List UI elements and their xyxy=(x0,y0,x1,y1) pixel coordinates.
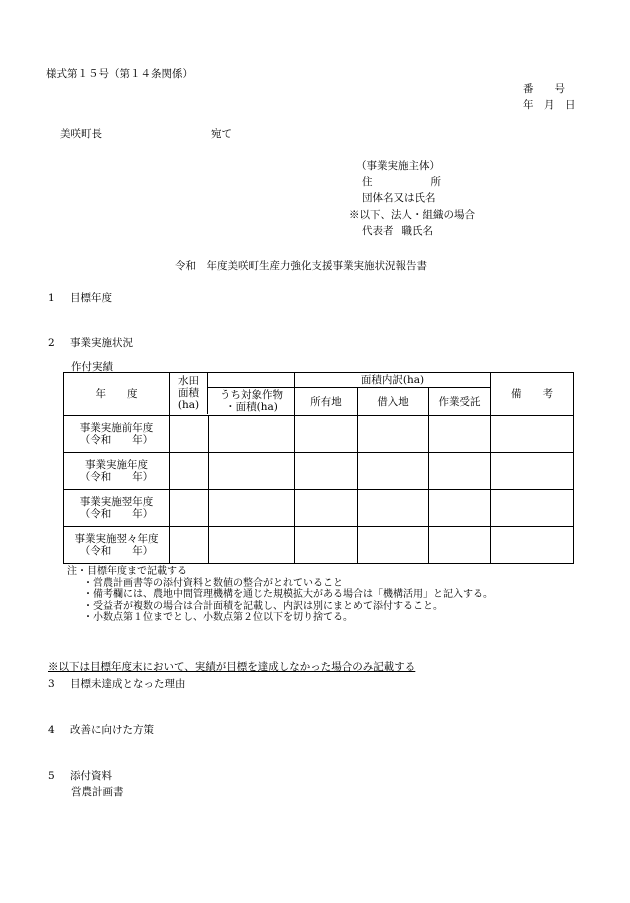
addressee-name: 美咲町長 xyxy=(60,128,102,140)
owned-cell[interactable] xyxy=(295,453,358,490)
section-unachieved-reason xyxy=(48,676,186,691)
owned-cell[interactable] xyxy=(295,416,358,453)
table-row xyxy=(64,490,574,527)
section-number: 2 xyxy=(48,337,55,349)
row-label xyxy=(64,453,170,490)
address-label-b: 所 xyxy=(430,176,441,188)
owned-cell[interactable] xyxy=(295,527,358,564)
representative-label-a: 代表者 xyxy=(362,225,394,237)
row-label xyxy=(64,416,170,453)
section-number: 4 xyxy=(48,724,55,736)
remarks-cell[interactable] xyxy=(491,490,574,527)
paddy-line2: 面積 xyxy=(178,387,199,399)
paddy-line1: 水田 xyxy=(178,375,199,387)
representative-label-b: 職氏名 xyxy=(401,225,433,237)
section-label: 改善に向けた方策 xyxy=(70,724,154,736)
crop-results-table xyxy=(63,372,574,564)
table-row xyxy=(64,416,574,453)
paddy-area-header xyxy=(170,373,295,416)
addressee-suffix: 宛て xyxy=(211,128,232,140)
remarks-cell[interactable] xyxy=(491,527,574,564)
leased-cell[interactable] xyxy=(358,416,429,453)
paddy-area-cell[interactable] xyxy=(170,416,295,453)
contract-cell[interactable] xyxy=(429,490,491,527)
contract-work-header: 作業受託 xyxy=(429,388,491,416)
leased-land-header: 借入地 xyxy=(358,388,429,416)
applicant-heading: （事業実施主体） xyxy=(356,160,440,172)
address-label-a: 住 xyxy=(362,176,373,188)
note-line: ・備考欄には、農地中間管理機構を通じた規模拡大がある場合は「機構活用」と記入する。 xyxy=(83,589,493,600)
row-year: 事業実施年度 xyxy=(85,459,148,471)
remarks-header: 備 考 xyxy=(491,373,574,416)
row-era: （令和 年） xyxy=(79,545,154,557)
corporate-note: ※以下、法人・組織の場合 xyxy=(349,209,475,221)
paddy-area-cell[interactable] xyxy=(170,527,295,564)
section-implementation-status xyxy=(48,335,133,350)
note-line: ・営農計画書等の添付資料と数値の整合がとれていること xyxy=(83,577,343,589)
target-line1: うち対象作物 xyxy=(220,389,283,401)
owned-land-header: 所有地 xyxy=(295,388,358,416)
section-label: 添付資料 xyxy=(70,770,112,782)
note-line: 注・目標年度まで記載する xyxy=(67,566,187,577)
section-target-year xyxy=(48,290,112,305)
breakdown-header: 面積内訳(ha) xyxy=(295,373,491,388)
table-notes xyxy=(67,566,493,624)
row-year: 事業実施翌年度 xyxy=(79,496,154,508)
section-attachments xyxy=(48,768,112,783)
note-line: ・小数点第１位までとし、小数点第２位以下を切り捨てる。 xyxy=(83,612,353,623)
row-era: （令和 年） xyxy=(79,508,154,520)
target-line2: ・面積(ha) xyxy=(225,401,278,413)
year-header: 年 度 xyxy=(64,373,170,416)
contract-cell[interactable] xyxy=(429,416,491,453)
row-era: （令和 年） xyxy=(79,434,154,446)
paddy-area-cell[interactable] xyxy=(170,490,295,527)
crop-results-label: 作付実績 xyxy=(71,361,113,373)
section-label: 目標未達成となった理由 xyxy=(70,678,186,690)
number-label: 番 号 xyxy=(523,83,565,95)
paddy-area-cell[interactable] xyxy=(170,453,295,490)
table-row xyxy=(64,453,574,490)
paddy-line3: (ha) xyxy=(177,399,200,411)
section-label: 目標年度 xyxy=(70,292,112,304)
note-line: ・受益者が複数の場合は合計面積を記載し、内訳は別にまとめて添付すること。 xyxy=(83,600,443,612)
form-number: 様式第１５号（第１４条関係） xyxy=(46,68,193,80)
leased-cell[interactable] xyxy=(358,490,429,527)
section-label: 事業実施状況 xyxy=(70,337,133,349)
row-era: （令和 年） xyxy=(79,471,154,483)
row-year: 事業実施翌々年度 xyxy=(74,533,159,545)
section-number: 1 xyxy=(48,292,55,304)
remarks-cell[interactable] xyxy=(491,416,574,453)
document-title: 令和 年度美咲町生産力強化支援事業実施状況報告書 xyxy=(175,260,427,272)
table-row xyxy=(64,527,574,564)
contract-cell[interactable] xyxy=(429,527,491,564)
leased-cell[interactable] xyxy=(358,527,429,564)
condition-note: ※以下は目標年度末において、実績が目標を達成しなかった場合のみ記載する xyxy=(48,661,416,673)
applicant-address-label xyxy=(362,174,441,191)
section-number: 5 xyxy=(48,770,55,782)
leased-cell[interactable] xyxy=(358,453,429,490)
section-number: 3 xyxy=(48,678,55,690)
row-label xyxy=(64,527,170,564)
remarks-cell[interactable] xyxy=(491,453,574,490)
representative-label xyxy=(362,223,433,240)
date-label: 年 月 日 xyxy=(523,99,576,111)
owned-cell[interactable] xyxy=(295,490,358,527)
contract-cell[interactable] xyxy=(429,453,491,490)
row-year: 事業実施前年度 xyxy=(79,422,154,434)
section-improvement-measures xyxy=(48,722,154,737)
row-label xyxy=(64,490,170,527)
attachment-item: 営農計画書 xyxy=(71,786,124,798)
applicant-name-label: 団体名又は氏名 xyxy=(362,192,436,204)
